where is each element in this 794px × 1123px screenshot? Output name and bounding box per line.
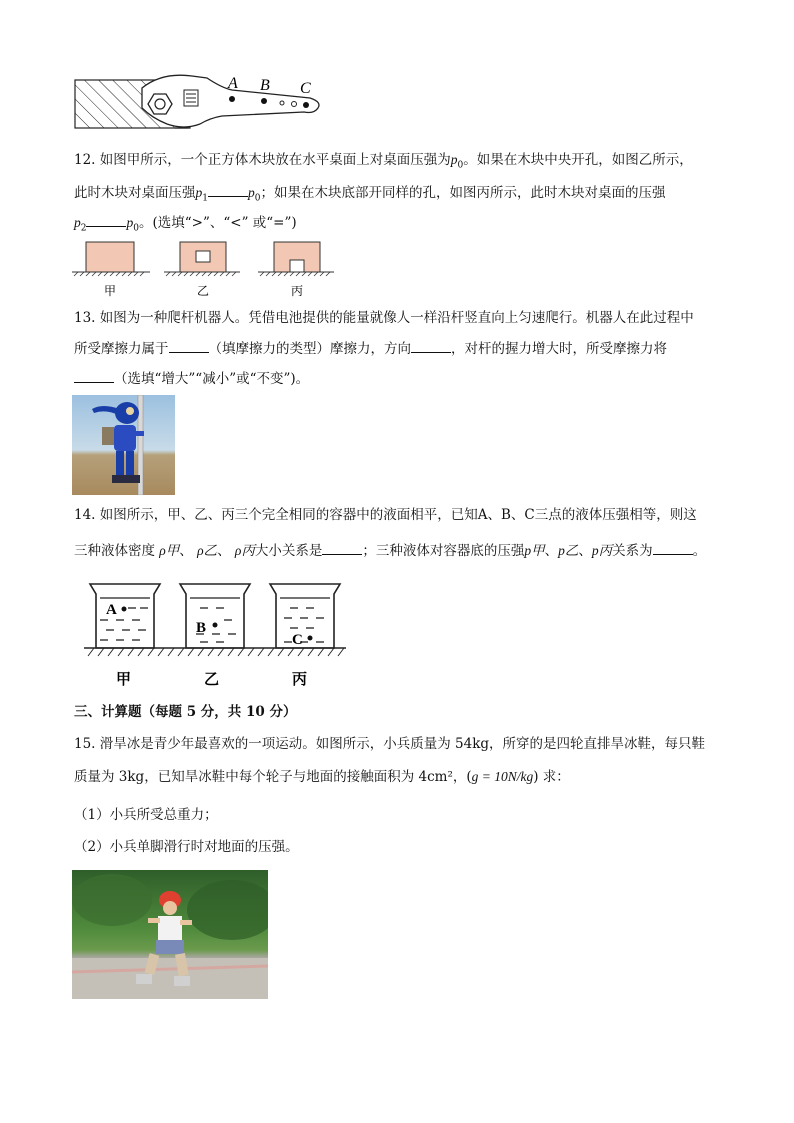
container-label-jia: 甲 <box>116 670 132 688</box>
point-label-c: C <box>292 632 303 648</box>
q13-line1: 13. 如图为一种爬杆机器人。凭借电池提供的能量就像人一样沿杆竖直向上匀速爬行。机器人在此过程中 <box>74 310 694 326</box>
q15-sub2: （2）小兵单脚滑行时对地面的压强。 <box>74 839 299 855</box>
label-jia: 甲 <box>104 284 117 298</box>
q13-blank-2[interactable] <box>411 338 451 353</box>
q14-blank-2[interactable] <box>653 540 693 555</box>
q13-blank-3[interactable] <box>74 368 114 383</box>
label-yi: 乙 <box>197 284 210 298</box>
point-c-dot <box>308 636 313 641</box>
q13-line2: 所受摩擦力属于 （填摩擦力的类型）摩擦力，方向 ，对杆的握力增大时，所受摩擦力将 <box>74 338 667 359</box>
point-label-a: A <box>106 602 117 618</box>
point-c <box>303 102 309 108</box>
q12-line3: $p_2$ $p_0$。(选填“>”、“<” 或“=”) <box>74 212 297 239</box>
container-label-yi: 乙 <box>204 670 220 688</box>
point-a-dot <box>122 607 127 612</box>
q12-line1: 12. 如图甲所示，一个正方体木块放在水平桌面上对桌面压强为$p_0$。如果在木块中央开孔，如图乙所示， <box>74 152 693 171</box>
block-yi <box>164 242 240 276</box>
q15-line2: 质量为 3kg，已知旱冰鞋中每个轮子与地面的接触面积为 4cm²，(g = 10N/kg) 求： <box>74 769 570 785</box>
label-b: B <box>260 77 270 94</box>
label-c: C <box>300 80 311 97</box>
q12-block-figure <box>70 238 340 300</box>
q14-blank-1[interactable] <box>322 540 362 555</box>
q14-line1: 14. 如图所示，甲、乙、丙三个完全相同的容器中的液面相平，已知A、B、C三点的液体压强相等，则这 <box>74 507 697 523</box>
q15-sub1: （1）小兵所受总重力； <box>74 807 218 823</box>
block-bing <box>258 242 334 276</box>
q12-blank-1[interactable] <box>208 182 248 197</box>
q13-blank-1[interactable] <box>169 338 209 353</box>
q13-line3: （选填“增大”“减小”或“不变”)。 <box>74 368 309 389</box>
wrench-figure <box>72 68 324 134</box>
point-label-b: B <box>196 620 207 636</box>
section-3-title: 三、计算题（每题 5 分，共 10 分） <box>74 704 297 720</box>
q15-line1: 15. 滑旱冰是青少年最喜欢的一项运动。如图所示，小兵质量为 54kg，所穿的是四轮直排旱冰鞋，每只鞋 <box>74 736 706 752</box>
label-bing: 丙 <box>291 284 304 298</box>
skater-photo <box>72 870 268 999</box>
q14-line2: 三种液体密度 ρ甲、 ρ乙、 ρ丙大小关系是 ；三种液体对容器底的压强p甲、p乙、p丙关系为 。 <box>74 540 706 561</box>
robot-photo <box>72 395 175 495</box>
q14-container-figure <box>80 578 350 690</box>
container-label-bing: 丙 <box>292 670 308 688</box>
block-jia <box>72 242 150 276</box>
point-a <box>229 96 235 102</box>
q12-line2: 此时木块对桌面压强$p_1$ $p_0$；如果在木块底部开同样的孔，如图丙所示，此时木块对桌面的压强 <box>74 182 665 209</box>
q12-blank-2[interactable] <box>86 212 126 227</box>
point-b <box>261 98 267 104</box>
label-a: A <box>228 75 238 92</box>
point-b-dot <box>213 623 218 628</box>
